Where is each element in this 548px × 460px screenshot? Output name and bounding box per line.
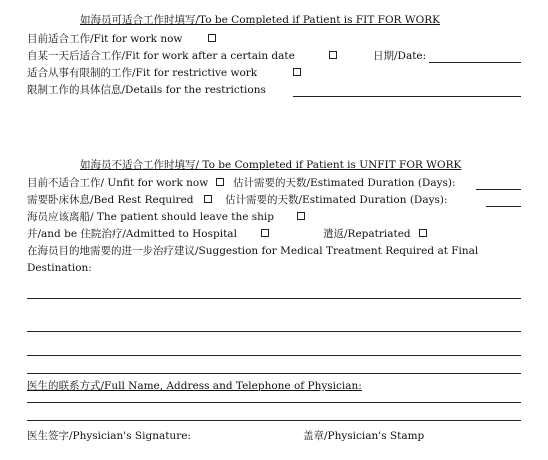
fit-section-header: 如海员可适合工作时填写/To be Completed if Patient is FIT FOR WORK [80,14,440,26]
leave-ship-label: 海员应该离船/ The patient should leave the ship [27,211,275,223]
unfit-section-header: 如海员不适合工作时填写/ To be Completed if Patient is UNFIT FOR WORK [80,159,462,171]
bed-rest-label: 需要卧床休息/Bed Rest Required [27,194,194,206]
unfit-now-checkbox[interactable] [216,178,224,186]
suggestion-line[interactable] [27,331,521,332]
signature-label: 医生签字/Physician's Signature: [27,430,191,442]
fit-after-checkbox[interactable] [329,51,337,59]
date-label: 日期/Date: [373,50,427,62]
restriction-details-label: 限制工作的具体信息/Details for the restrictions [27,84,266,96]
suggestion-line[interactable] [27,373,521,374]
duration-2-label: 估计需要的天数/Estimated Duration (Days): [225,194,448,206]
duration-1-label: 估计需要的天数/Estimated Duration (Days): [233,177,456,189]
admitted-checkbox[interactable] [261,229,269,237]
fit-after-label: 自某一天后适合工作/Fit for work after a certain date [27,50,295,62]
duration-1-field[interactable] [476,189,521,190]
restricted-label: 适合从事有限制的工作/Fit for restrictive work [27,67,258,79]
repatriated-checkbox[interactable] [419,229,427,237]
duration-2-field[interactable] [486,206,521,207]
fit-now-checkbox[interactable] [208,34,216,42]
unfit-now-label: 目前不适合工作/ Unfit for work now [27,177,209,189]
bed-rest-checkbox[interactable] [204,195,212,203]
suggestion-line[interactable] [27,355,521,356]
restricted-checkbox[interactable] [293,68,301,76]
stamp-label: 盖章/Physician's Stamp [303,430,425,442]
physician-contact-line[interactable] [27,420,521,421]
suggestion-line[interactable] [27,298,521,299]
suggestion-label: 在海员目的地需要的进一步治疗建议/Suggestion for Medical Treatment Required at Final [27,245,479,257]
admitted-label: 并/and be 住院治疗/Admitted to Hospital [27,228,237,240]
physician-contact-label: 医生的联系方式/Full Name, Address and Telephone of Physician: [27,380,362,392]
fit-now-label: 目前适合工作/Fit for work now [27,33,183,45]
physician-contact-line[interactable] [27,402,521,403]
suggestion-label-continued: Destination: [27,262,92,274]
leave-ship-checkbox[interactable] [297,212,305,220]
repatriated-label: 遣返/Repatriated [323,228,411,240]
date-field[interactable] [429,62,521,63]
restriction-details-field[interactable] [293,96,521,97]
